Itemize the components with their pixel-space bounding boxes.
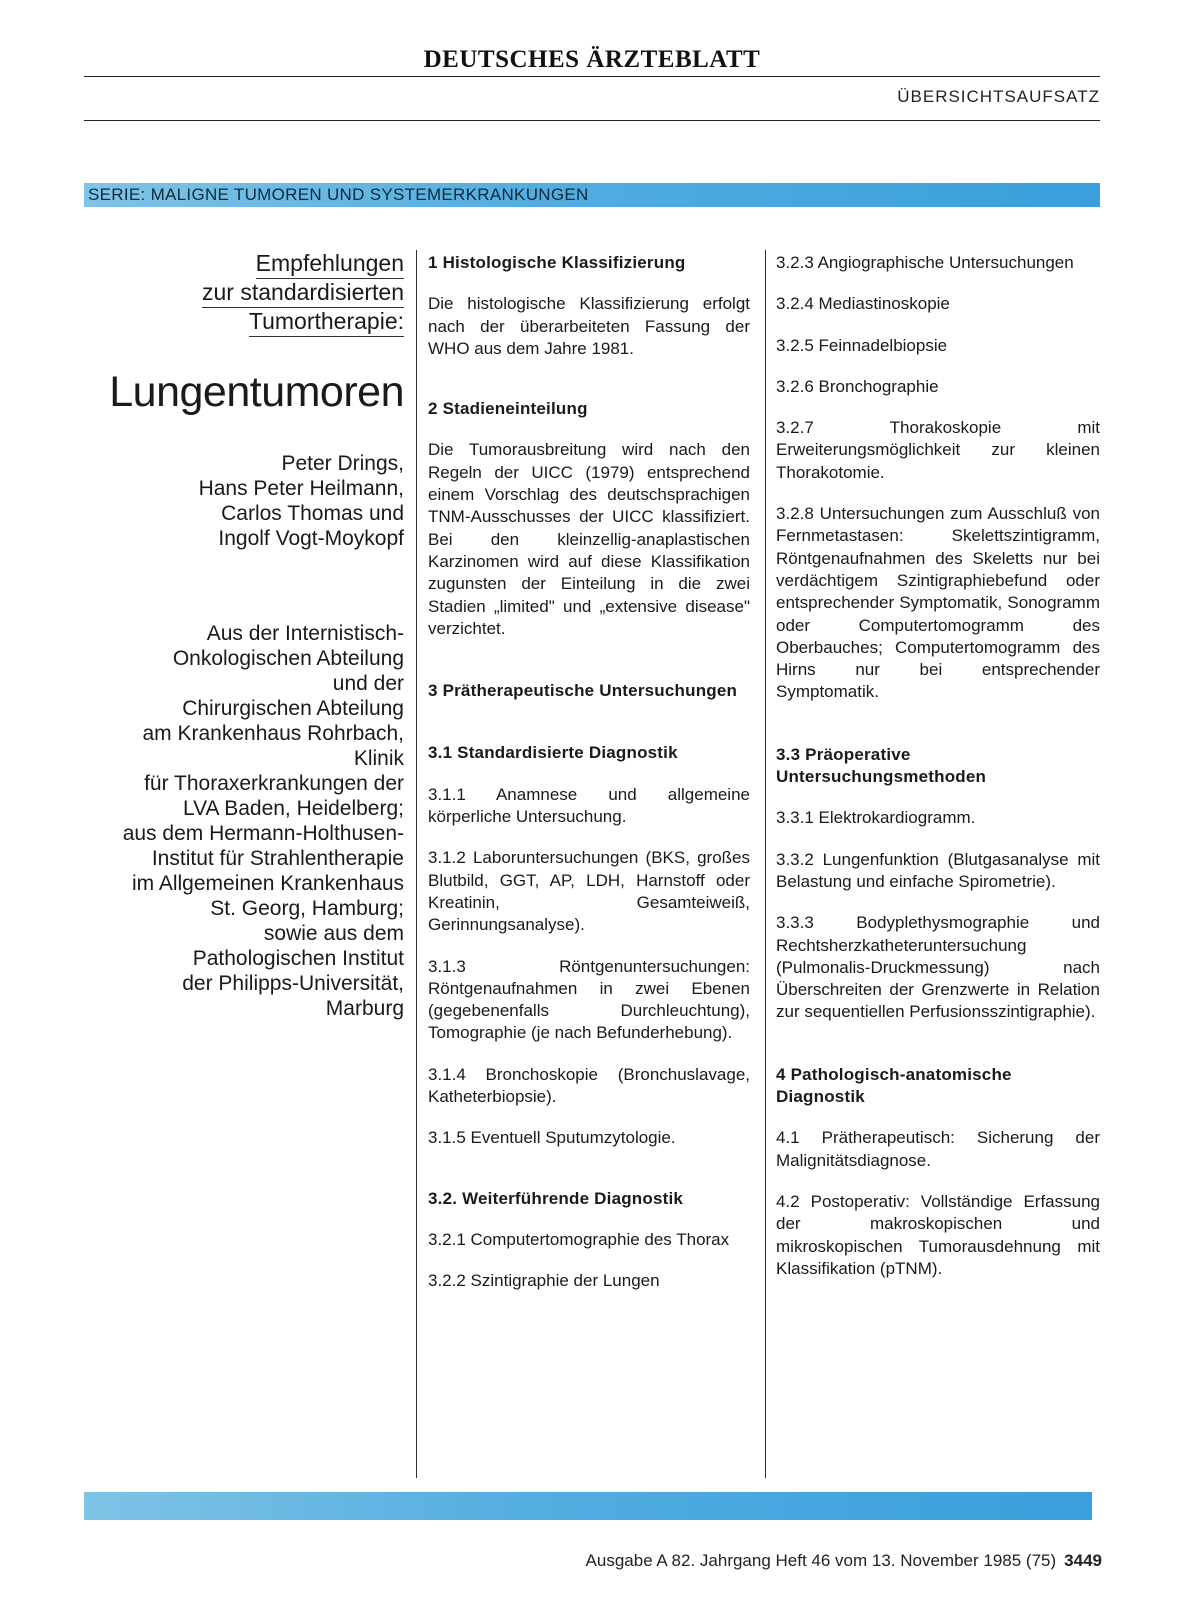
paragraph: 3.2.4 Mediastinoskopie: [776, 294, 950, 314]
footer-band: [84, 1492, 1092, 1520]
page-footer: [586, 1551, 1102, 1571]
paragraph: 4.2 Postoperativ: Vollständige Erfassung der makroskopischen und mikroskopischen Tumorausdehnung mit Klassifikation (pTNM).: [776, 1191, 1100, 1278]
affiliation: [84, 621, 404, 1021]
section-heading: 1 Histologische Klassifizierung: [428, 253, 686, 272]
column-divider: [765, 250, 766, 1478]
paragraph: 3.2.2 Szintigraphie der Lungen: [428, 1271, 660, 1291]
paragraph: 3.1.4 Bronchoskopie (Bronchuslavage, Katheterbiopsie).: [428, 1064, 750, 1107]
header-rule: [84, 120, 1100, 121]
masthead: DEUTSCHES ÄRZTEBLATT: [423, 46, 761, 73]
section-heading: 3.1 Standardisierte Diagnostik: [428, 743, 678, 763]
affiliation-line: und der: [332, 672, 404, 695]
paragraph: 3.1.2 Laboruntersuchungen (BKS, großes Blutbild, GGT, AP, LDH, Harnstoff oder Kreatinin, Gesamteiweiß, Gerinnungsanalyse).: [428, 848, 750, 935]
author-line: Hans Peter Heilmann,: [198, 477, 404, 500]
paragraph: 3.2.6 Bronchographie: [776, 376, 939, 396]
section-heading: 4 Pathologisch-anatomische Diagnostik: [776, 1064, 1012, 1107]
paragraph: 3.2.3 Angiographische Untersuchungen: [776, 253, 1074, 272]
paragraph: 3.3.1 Elektrokardiogramm.: [776, 808, 976, 828]
affiliation-line: aus dem Hermann-Holthusen-: [122, 822, 404, 845]
section-heading: 3.2. Weiterführende Diagnostik: [428, 1188, 684, 1208]
subtitle: [84, 250, 404, 337]
affiliation-line: im Allgemeinen Krankenhaus: [132, 872, 404, 895]
affiliation-line: Chirurgischen Abteilung: [182, 697, 404, 720]
article-title: Lungentumoren: [109, 368, 404, 416]
paragraph: 3.2.8 Untersuchungen zum Ausschluß von Fernmetastasen: Skelettszintigramm, Röntgenaufnahmen des Skeletts nur bei verdächtigem Szintigraphiebefund oder entsprechender Symptomatik, Sonogramm oder Computertomogramm des Oberbauches; Computertomogramm des Hirns nur bei entsprechender Symptomatik.: [776, 504, 1100, 702]
affiliation-line: Marburg: [325, 997, 404, 1020]
affiliation-line: LVA Baden, Heidelberg;: [182, 797, 404, 820]
section-heading: 3.3 Präoperative Untersuchungsmethoden: [776, 744, 987, 787]
section-heading: 2 Stadieneinteilung: [428, 399, 588, 419]
author-line: Ingolf Vogt-Moykopf: [218, 527, 404, 550]
subtitle-line: zur standardisierten: [202, 279, 404, 308]
affiliation-line: Onkologischen Abteilung: [172, 647, 404, 670]
title-column: [84, 250, 404, 1021]
paragraph: 3.2.7 Thorakoskopie mit Erweiterungsmöglichkeit zur kleinen Thorakotomie.: [776, 418, 1100, 482]
section-label: ÜBERSICHTSAUFSATZ: [897, 87, 1100, 106]
masthead-rule: [84, 76, 1100, 77]
affiliation-line: der Philipps-Universität,: [182, 972, 404, 995]
section-heading: 3 Prätherapeutische Untersuchungen: [428, 681, 738, 701]
text-column-right: [776, 252, 1100, 1280]
issue-info: Ausgabe A 82. Jahrgang Heft 46 vom 13. November 1985 (75): [585, 1551, 1057, 1570]
subtitle-line: Empfehlungen: [256, 250, 404, 279]
paragraph: 3.1.1 Anamnese und allgemeine körperliche Untersuchung.: [428, 784, 750, 827]
affiliation-line: am Krankenhaus Rohrbach,: [142, 722, 404, 745]
page-number: 3449: [1064, 1551, 1102, 1570]
paragraph: 3.1.3 Röntgenuntersuchungen: Röntgenaufnahmen in zwei Ebenen (gegebenenfalls Durchleuchtung), Tomographie (je nach Befunderhebung).: [428, 956, 750, 1043]
paragraph: 3.2.1 Computertomographie des Thorax: [428, 1229, 730, 1249]
authors: [84, 451, 404, 551]
affiliation-line: Aus der Internistisch-: [206, 622, 404, 645]
author-line: Peter Drings,: [281, 452, 404, 475]
affiliation-line: Institut für Strahlentherapie: [151, 847, 404, 870]
paragraph: 3.3.2 Lungenfunktion (Blutgasanalyse mit Belastung und einfache Spirometrie).: [776, 849, 1100, 891]
paragraph: Die Tumorausbreitung wird nach den Regeln der UICC (1979) entsprechend einem Vorschlag des deutschsprachigen TNM-Ausschusses der UICC klassifiziert. Bei den kleinzellig-anaplastischen Karzinomen wird auf diese Klassifikation zugunsten der Einteilung in die zwei Stadien „limited" und „extensive disease" verzichtet.: [428, 440, 750, 638]
affiliation-line: St. Georg, Hamburg;: [210, 897, 404, 920]
paragraph: 4.1 Prätherapeutisch: Sicherung der Malignitätsdiagnose.: [776, 1128, 1100, 1170]
subtitle-line: Tumortherapie:: [249, 308, 404, 337]
series-label: SERIE: MALIGNE TUMOREN UND SYSTEMERKRANKUNGEN: [88, 185, 589, 204]
paragraph: 3.1.5 Eventuell Sputumzytologie.: [428, 1128, 676, 1148]
column-divider: [416, 250, 417, 1478]
author-line: Carlos Thomas und: [221, 502, 404, 525]
affiliation-line: Pathologischen Institut: [192, 947, 404, 970]
affiliation-line: für Thoraxerkrankungen der: [144, 772, 404, 795]
paragraph: 3.2.5 Feinnadelbiopsie: [776, 335, 948, 355]
paragraph: Die histologische Klassifizierung erfolgt nach der überarbeiteten Fassung der WHO aus dem Jahre 1981.: [428, 294, 750, 358]
paragraph: 3.3.3 Bodyplethysmographie und Rechtsherzkatheteruntersuchung (Pulmonalis-Druckmessung) nach Überschreiten der Grenzwerte in Relation zur sequentiellen Perfusionsszintigraphie).: [776, 913, 1100, 1022]
affiliation-line: sowie aus dem: [263, 922, 404, 945]
affiliation-line: Klinik: [353, 747, 404, 770]
text-column-middle: [428, 252, 750, 1293]
